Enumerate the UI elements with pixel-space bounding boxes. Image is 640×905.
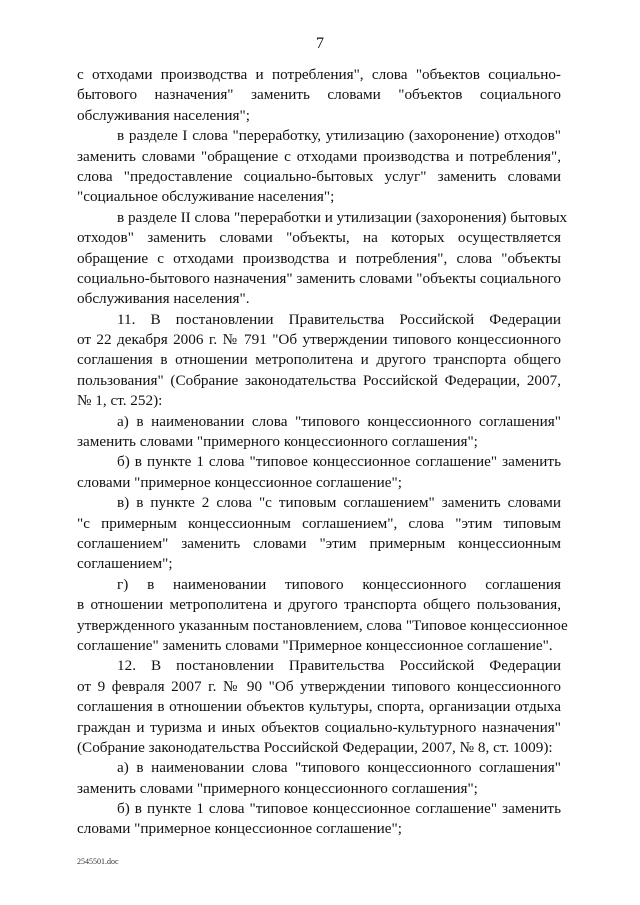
paragraph-subitem-a <box>77 412 561 453</box>
paragraph-subitem-v <box>77 493 561 575</box>
paragraph-item-11 <box>77 310 561 412</box>
text-line: с отходами производства и потребления", слова "объектов социально- <box>77 66 561 83</box>
text-line: заменить словами "обращение с отходами производства и потребления", <box>77 147 561 165</box>
text-line: словами "примерное концессионное соглашение"; <box>77 473 402 491</box>
footer-document-code: 2545501.doc <box>77 857 119 866</box>
text-line: а) в наименовании слова "типового концессионного соглашения" <box>117 759 561 777</box>
text-line: отходов" заменить словами "объекты, на которых осуществляется <box>77 229 561 247</box>
text-line: соглашения в отношении метрополитена и другого транспорта общего <box>77 351 561 369</box>
text-line: пользования" (Собрание законодательства Российской Федерации, 2007, <box>77 371 561 389</box>
paragraph-subitem-b <box>77 799 561 840</box>
text-line: граждан и туризма и иных объектов социально-культурного назначения" <box>77 718 561 736</box>
text-line: № 1, ст. 252): <box>77 392 163 410</box>
text-line: г) в наименовании типового концессионного соглашения <box>117 575 561 593</box>
text-line: обслуживания населения". <box>77 290 250 308</box>
text-line: "социальное обслуживание населения"; <box>77 188 335 206</box>
document-body <box>77 65 568 840</box>
paragraph-subitem-g <box>77 575 568 657</box>
text-line: 12. В постановлении Правительства Российской Федерации <box>117 657 561 675</box>
text-line: "с примерным концессионным соглашением", слова "этим типовым <box>77 514 561 532</box>
paragraph <box>77 126 561 208</box>
text-line: от 22 декабря 2006 г. № 791 "Об утверждении типового концессионного <box>77 331 561 349</box>
text-line: социально-бытового назначения" заменить словами "объекты социального <box>77 269 561 287</box>
text-line: заменить словами "примерного концессионного соглашения"; <box>77 779 478 797</box>
text-line: в отношении метрополитена и другого транспорта общего пользования, <box>77 596 561 614</box>
text-line: словами "примерное концессионное соглашение"; <box>77 820 402 838</box>
text-line: утвержденного указанным постановлением, слова "Типовое концессионное <box>77 616 568 634</box>
page-number: 7 <box>316 35 324 52</box>
text-line: бытового назначения" заменить словами "объектов социального <box>77 86 561 104</box>
text-line: соглашением"; <box>77 555 173 573</box>
text-line: в разделе I слова "переработку, утилизацию (захоронение) отходов" <box>117 127 561 145</box>
paragraph-subitem-b <box>77 452 561 493</box>
text-line: (Собрание законодательства Российской Федерации, 2007, № 8, ст. 1009): <box>77 738 553 756</box>
paragraph-item-12 <box>77 656 561 758</box>
paragraph <box>77 65 561 126</box>
text-line: в разделе II слова "переработки и утилизации (захоронения) бытовых <box>117 208 568 226</box>
text-line: в) в пункте 2 слова "с типовым соглашением" заменить словами <box>117 494 561 512</box>
text-line: соглашением" заменить словами "этим примерным концессионным <box>77 534 561 552</box>
text-line: б) в пункте 1 слова "типовое концессионное соглашение" заменить <box>117 800 561 818</box>
text-line: от 9 февраля 2007 г. № 90 "Об утверждении типового концессионного <box>77 677 561 695</box>
text-line: б) в пункте 1 слова "типовое концессионное соглашение" заменить <box>117 453 561 471</box>
text-line: соглашения в отношении объектов культуры, спорта, организации отдыха <box>77 698 561 716</box>
text-line: соглашение" заменить словами "Примерное концессионное соглашение". <box>77 636 553 654</box>
text-line: заменить словами "примерного концессионного соглашения"; <box>77 433 478 451</box>
text-line: обращение с отходами производства и потребления", слова "объекты <box>77 249 561 267</box>
paragraph <box>77 208 568 310</box>
text-line: обслуживания населения"; <box>77 106 250 124</box>
text-line: а) в наименовании слова "типового концессионного соглашения" <box>117 412 561 430</box>
text-line: слова "предоставление социально-бытовых услуг" заменить словами <box>77 167 561 185</box>
paragraph-subitem-a <box>77 758 561 799</box>
text-line: 11. В постановлении Правительства Российской Федерации <box>117 310 561 328</box>
